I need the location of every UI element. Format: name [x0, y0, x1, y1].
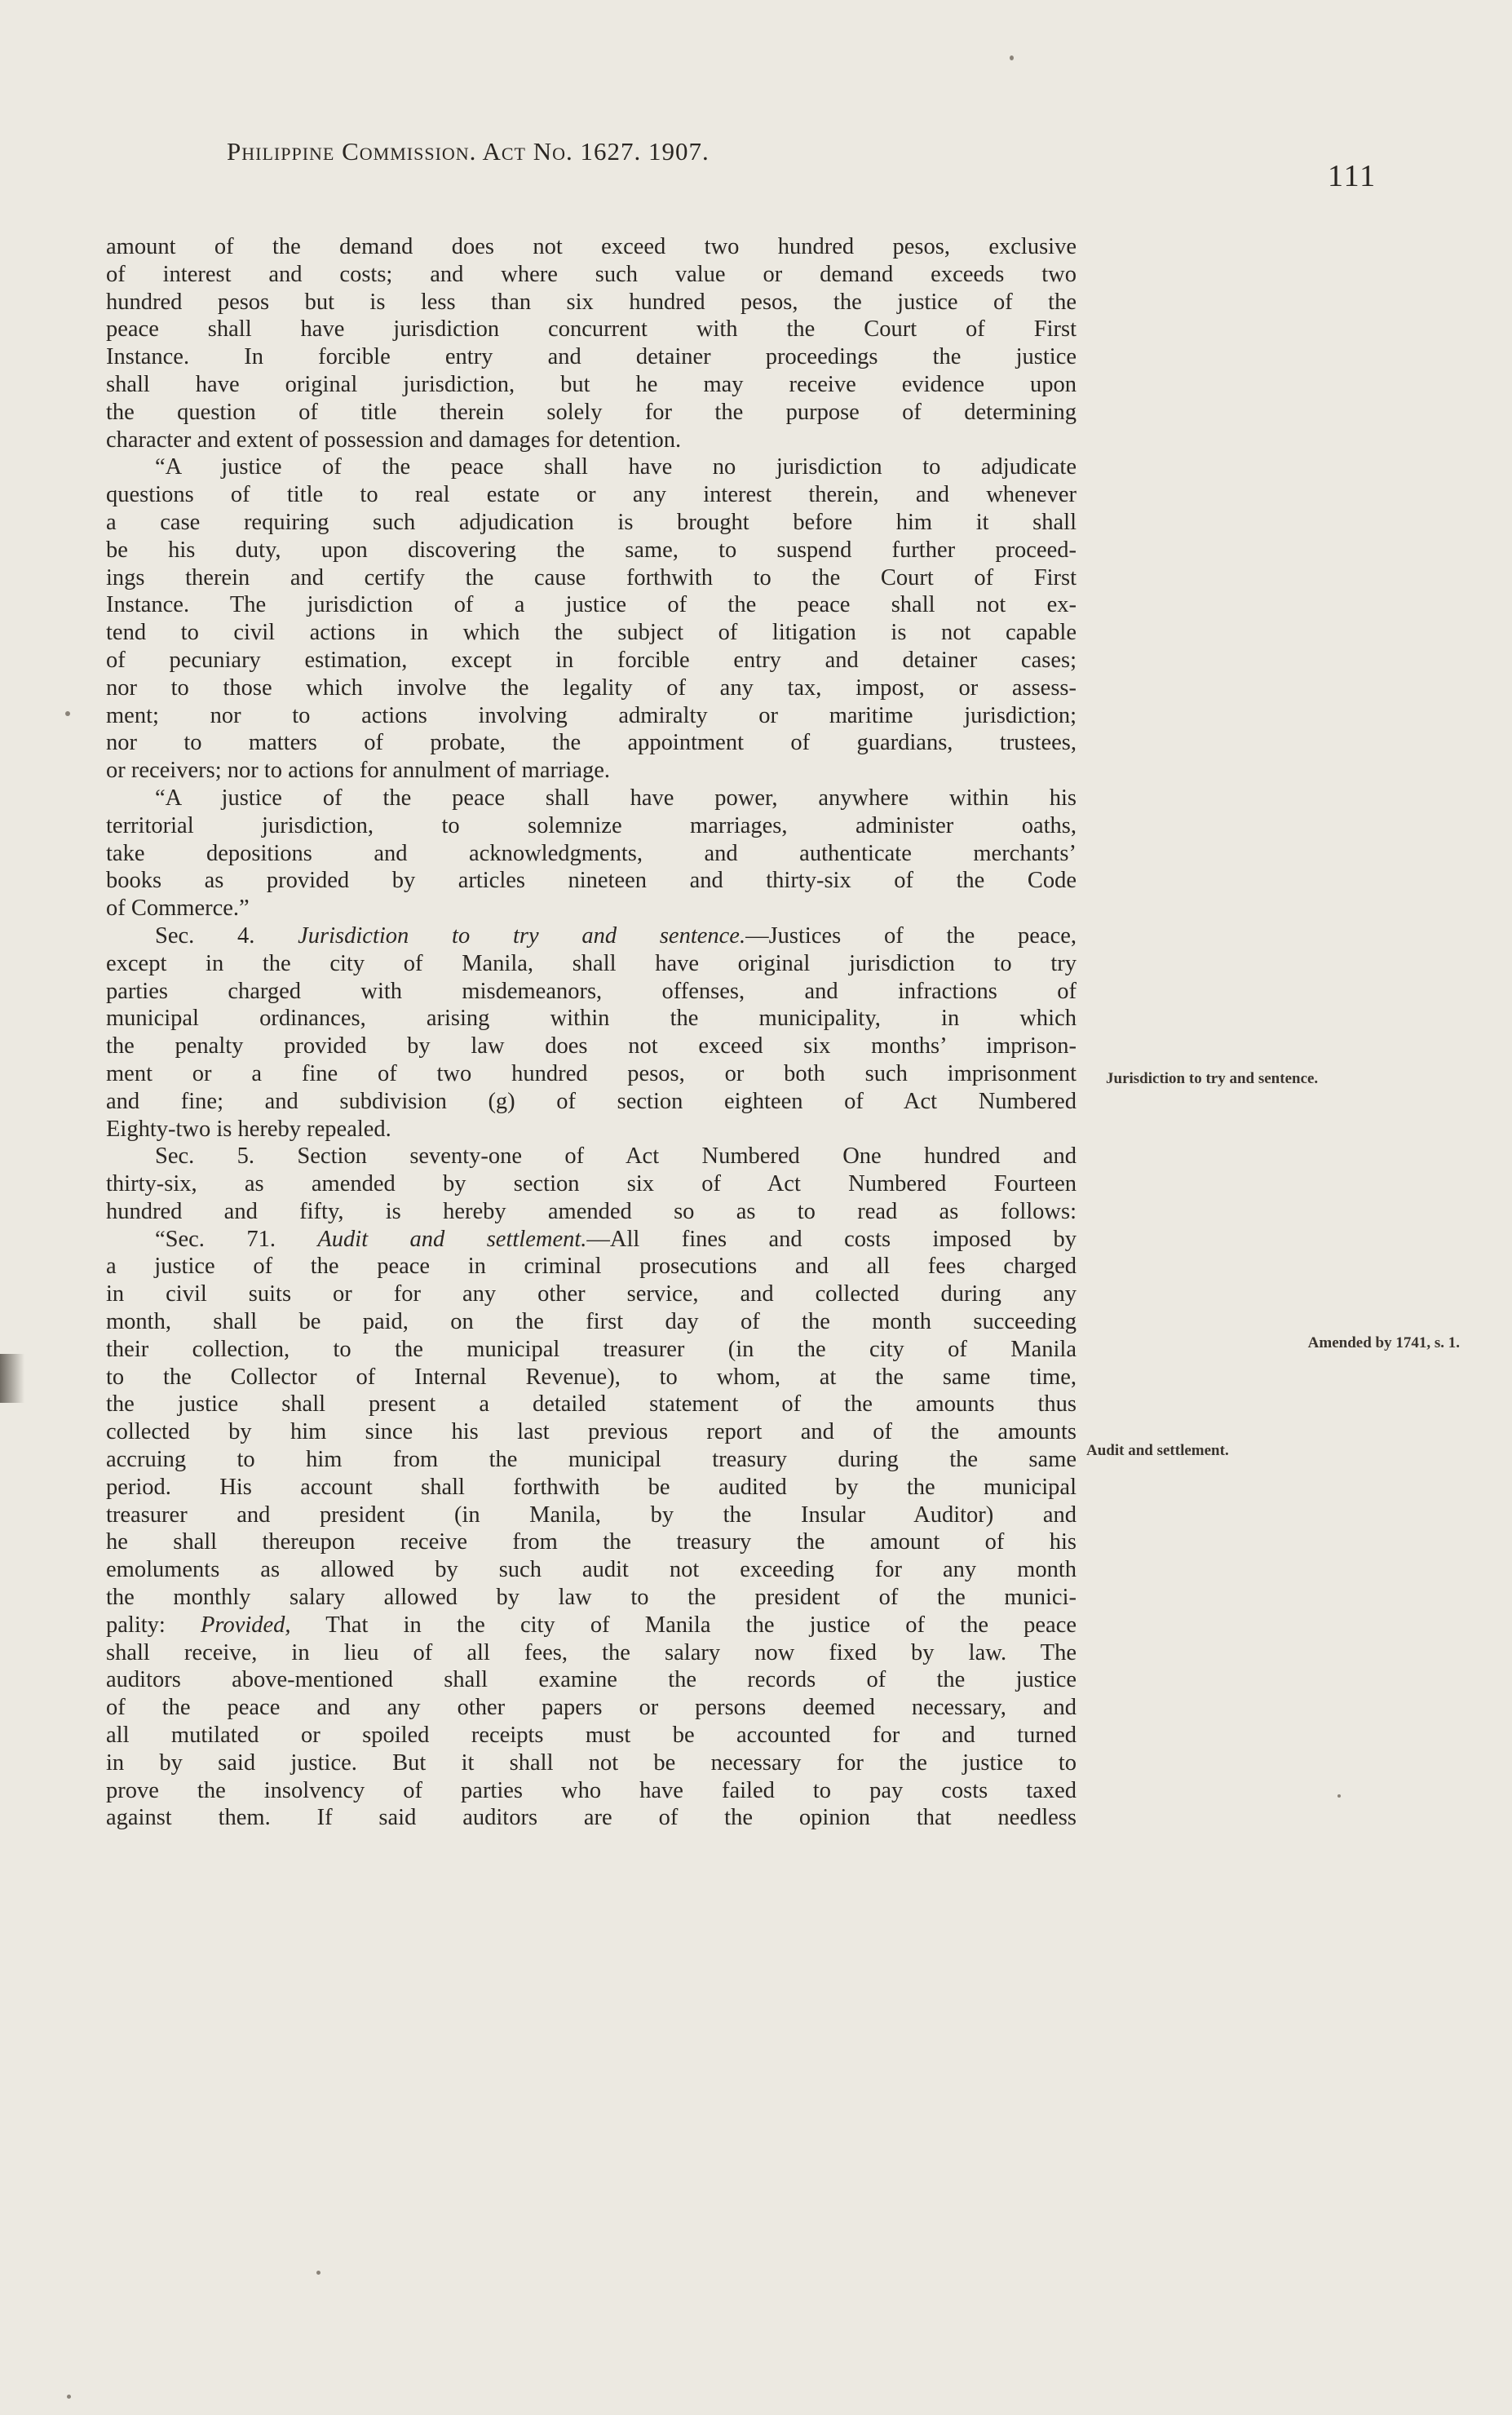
body-line: or receivers; nor to actions for annulment of marriage.	[106, 758, 611, 784]
body-line: “A justice of the peace shall have power, anywhere within his	[155, 785, 1077, 811]
body-line: territorial jurisdiction, to solemnize marriages, administer oaths,	[106, 812, 1077, 838]
page-header: Philippine Commission. Act No. 1627. 1907.	[227, 137, 710, 166]
margin-note-audit: Audit and settlement.	[1086, 1442, 1229, 1459]
body-line: the question of title therein solely for the purpose of determining	[106, 399, 1077, 425]
body-line: the justice shall present a detailed statement of the amounts thus	[106, 1391, 1077, 1418]
body-line: he shall thereupon receive from the treasury the amount of his	[106, 1529, 1077, 1555]
scan-speck	[65, 711, 70, 716]
body-line: hundred pesos but is less than six hundred pesos, the justice of the	[106, 289, 1077, 315]
body-line: in by said justice. But it shall not be necessary for the justice to	[106, 1749, 1077, 1776]
body-line: peace shall have jurisdiction concurrent with the Court of First	[106, 316, 1077, 343]
body-line: against them. If said auditors are of the opinion that needless	[106, 1805, 1077, 1831]
body-line: pality: Provided, That in the city of Manila the justice of the peace	[106, 1612, 1077, 1638]
body-line: books as provided by articles nineteen and thirty-six of the Code	[106, 868, 1077, 894]
body-line: Instance. In forcible entry and detainer proceedings the justice	[106, 344, 1077, 370]
body-line: nor to matters of probate, the appointment of guardians, trustees,	[106, 730, 1077, 756]
body-line: of interest and costs; and where such value or demand exceeds two	[106, 261, 1077, 287]
body-line: all mutilated or spoiled receipts must be accounted for and turned	[106, 1723, 1077, 1749]
body-line: the penalty provided by law does not exceed six months’ imprison-	[106, 1033, 1077, 1059]
body-line: auditors above-mentioned shall examine the records of the justice	[106, 1667, 1077, 1693]
body-line: take depositions and acknowledgments, and authenticate merchants’	[106, 840, 1077, 866]
body-text	[106, 233, 1077, 1832]
body-line: month, shall be paid, on the first day of the month succeeding	[106, 1309, 1077, 1335]
body-line: tend to civil actions in which the subject of litigation is not capable	[106, 620, 1077, 646]
body-line: collected by him since his last previous report and of the amounts	[106, 1419, 1077, 1445]
body-line: shall receive, in lieu of all fees, the salary now fixed by law. The	[106, 1639, 1077, 1665]
body-line: period. His account shall forthwith be audited by the municipal	[106, 1474, 1077, 1500]
body-line: the monthly salary allowed by law to the president of the munici-	[106, 1585, 1077, 1611]
body-line: Eighty-two is hereby repealed.	[106, 1116, 391, 1142]
body-line: be his duty, upon discovering the same, to suspend further proceed-	[106, 537, 1077, 563]
body-line: nor to those which involve the legality of any tax, impost, or assess-	[106, 675, 1077, 701]
body-line: “Sec. 71. Audit and settlement.—All fines and costs imposed by	[155, 1226, 1077, 1252]
body-line: ings therein and certify the cause forthwith to the Court of First	[106, 564, 1077, 590]
scan-speck	[316, 2271, 321, 2275]
body-line: accruing to him from the municipal treasury during the same	[106, 1447, 1077, 1473]
body-line: shall have original jurisdiction, but he may receive evidence upon	[106, 371, 1077, 397]
body-line: of Commerce.”	[106, 896, 250, 922]
body-line: their collection, to the municipal treasurer (in the city of Manila	[106, 1336, 1077, 1362]
body-line: prove the insolvency of parties who have failed to pay costs taxed	[106, 1777, 1077, 1803]
body-line: amount of the demand does not exceed two hundred pesos, exclusive	[106, 234, 1077, 259]
body-line: ment or a fine of two hundred pesos, or both such imprisonment	[106, 1060, 1077, 1086]
scan-edge-shadow	[0, 1354, 24, 1403]
body-line: character and extent of possession and damages for detention.	[106, 427, 682, 453]
body-line: a case requiring such adjudication is brought before him it shall	[106, 509, 1077, 535]
margin-note-jurisdiction: Jurisdiction to try and sentence.	[1106, 1070, 1319, 1087]
body-line: “A justice of the peace shall have no jurisdiction to adjudicate	[155, 454, 1077, 480]
body-line: treasurer and president (in Manila, by the Insular Auditor) and	[106, 1502, 1077, 1528]
body-line: emoluments as allowed by such audit not exceeding for any month	[106, 1557, 1077, 1583]
body-line: and fine; and subdivision (g) of section eighteen of Act Numbered	[106, 1088, 1077, 1114]
body-line: ment; nor to actions involving admiralty or maritime jurisdiction;	[106, 702, 1077, 728]
body-line: thirty-six, as amended by section six of Act Numbered Fourteen	[106, 1171, 1077, 1197]
body-line: municipal ordinances, arising within the municipality, in which	[106, 1006, 1077, 1032]
body-line: Sec. 4. Jurisdiction to try and sentence.—Justices of the peace,	[155, 922, 1077, 949]
body-line: questions of title to real estate or any interest therein, and whenever	[106, 482, 1077, 508]
body-line: hundred and fifty, is hereby amended so as to read as follows:	[106, 1198, 1077, 1224]
body-line: in civil suits or for any other service, and collected during any	[106, 1281, 1077, 1307]
body-line: parties charged with misdemeanors, offenses, and infractions of	[106, 978, 1077, 1004]
body-line: Sec. 5. Section seventy-one of Act Numbered One hundred and	[155, 1143, 1077, 1170]
body-line: a justice of the peace in criminal prosecutions and all fees charged	[106, 1254, 1077, 1280]
body-line: to the Collector of Internal Revenue), to whom, at the same time,	[106, 1364, 1077, 1390]
body-line: except in the city of Manila, shall have original jurisdiction to try	[106, 950, 1077, 976]
scan-speck	[67, 2395, 71, 2399]
body-line: of pecuniary estimation, except in forcible entry and detainer cases;	[106, 647, 1077, 673]
scan-speck	[1337, 1794, 1341, 1798]
body-line: Instance. The jurisdiction of a justice of the peace shall not ex-	[106, 592, 1077, 618]
scan-speck	[1010, 55, 1014, 60]
page-number: 111	[1328, 159, 1377, 193]
body-line: of the peace and any other papers or persons deemed necessary, and	[106, 1695, 1077, 1721]
margin-note-amended: Amended by 1741, s. 1.	[1307, 1334, 1460, 1351]
